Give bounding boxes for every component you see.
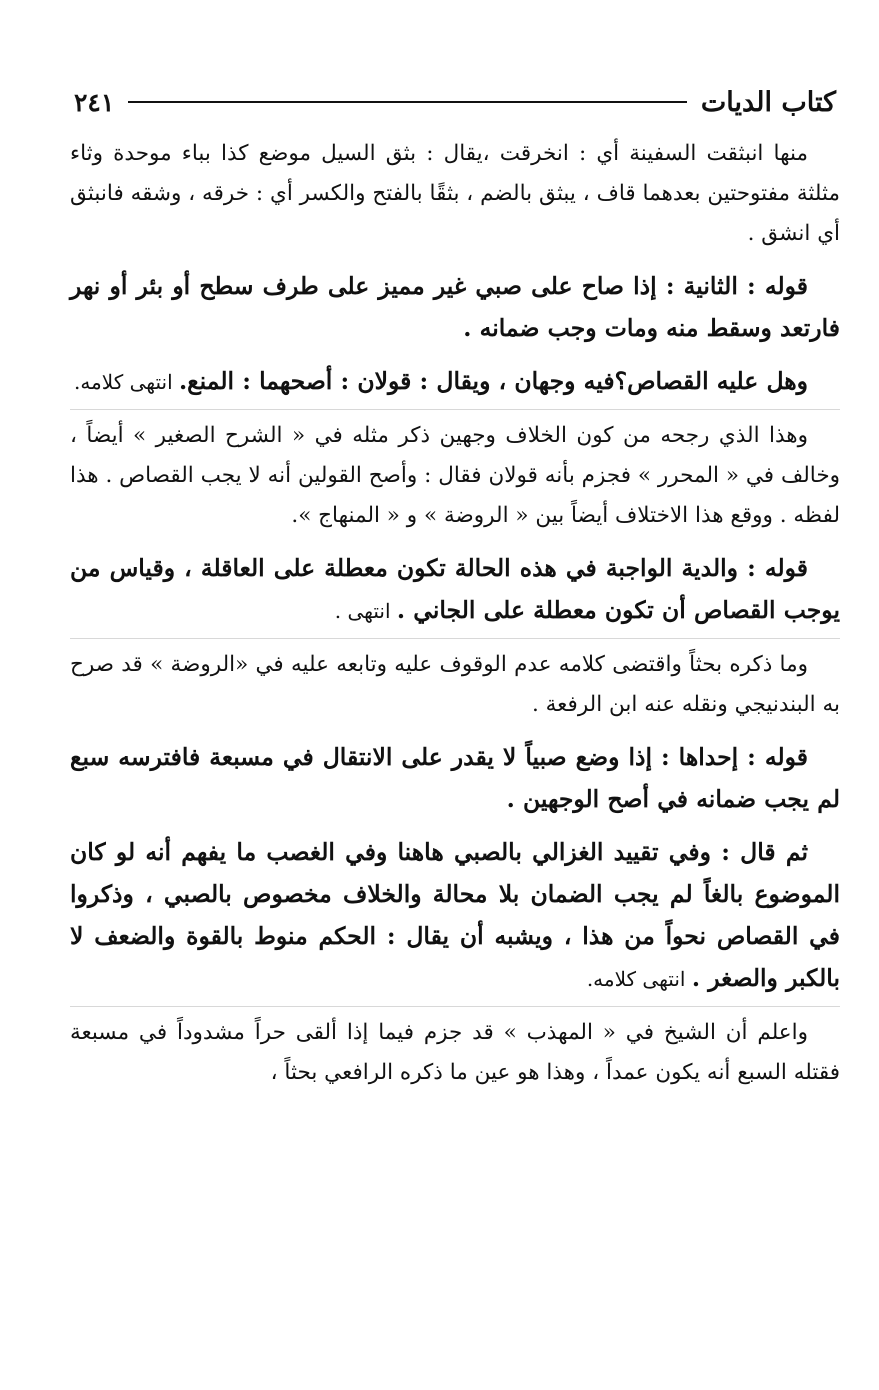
paragraph-commentary <box>70 416 840 536</box>
paragraph-commentary <box>70 645 840 725</box>
paragraph-text: وما ذكره بحثاً واقتضى كلامه عدم الوقوف عليه وتابعه عليه في «الروضة » قد صرح به البندنيجي ونقله عنه ابن الرفعة . <box>70 652 840 717</box>
paragraph-commentary <box>70 134 840 254</box>
separator <box>70 409 840 410</box>
paragraph-quoted <box>70 547 840 632</box>
paragraph-quoted <box>70 736 840 820</box>
paragraph-text: قوله : إحداها : إذا وضع صبياً لا يقدر على الانتقال في مسبعة فافترسه سبع لم يجب ضمانه في أصح الوجهين . <box>70 743 840 813</box>
paragraph-quoted <box>70 831 840 1000</box>
paragraph-text: وهل عليه القصاص؟فيه وجهان ، ويقال : قولان : أصحهما : المنع. <box>178 367 808 395</box>
paragraph-text: قوله : والدية الواجبة في هذه الحالة تكون معطلة على العاقلة ، وقياس من يوجب القصاص أن تكون معطلة على الجاني . <box>70 554 840 624</box>
paragraph-text: واعلم أن الشيخ في « المهذب » قد جزم فيما إذا ألقى حراً مشدوداً في مسبعة فقتله السبع أنه يكون عمداً ، وهذا هو عين ما ذكره الرافعي بحثاً ، <box>70 1020 840 1085</box>
paragraph-tail: انتهى كلامه. <box>586 967 692 991</box>
paragraph-text: ثم قال : وفي تقييد الغزالي بالصبي هاهنا وفي الغصب ما يفهم أنه لو كان الموضوع بالغاً لم يجب الضمان بلا محالة والخلاف مخصوص بالصبي ، وذكروا في القصاص نحواً من هذا ، ويشبه أن يقال : الحكم منوط بالقوة والضعف لا بالكبر والصغر . <box>70 838 840 992</box>
chapter-title: كتاب الديات <box>700 86 836 118</box>
paragraph-text: وهذا الذي رجحه من كون الخلاف وجهين ذكر مثله في « الشرح الصغير » أيضاً ، وخالف في « المحرر » فجزم بأنه قولان فقال : وأصح القولين أنه لا يجب القصاص . هذا لفظه . ووقع هذا الاختلاف أيضاً بين « الروضة » و « المنهاج ». <box>70 423 840 528</box>
paragraph-quoted <box>70 265 840 349</box>
paragraph-tail: انتهى كلامه. <box>73 370 179 394</box>
page-number: ٢٤١ <box>74 87 115 117</box>
paragraph-commentary <box>70 1013 840 1093</box>
page-body <box>70 134 840 1104</box>
paragraph-quoted <box>70 360 840 403</box>
paragraph-tail: انتهى . <box>334 599 397 623</box>
separator <box>70 1006 840 1007</box>
paragraph-text: قوله : الثانية : إذا صاح على صبي غير مميز على طرف سطح أو بئر أو نهر فارتعد وسقط منه ومات وجب ضمانه . <box>70 272 840 342</box>
running-header <box>74 82 836 122</box>
paragraph-text: منها انبثقت السفينة أي : انخرقت ،يقال : بثق السيل موضع كذا بباء موحدة وثاء مثلثة مفتوحتين بعدهما قاف ، يبثق بالضم ، بثقًا بالفتح والكسر أي : خرقه ، وشقه فانبثق أي انشق . <box>70 141 840 246</box>
header-rule <box>128 101 687 103</box>
separator <box>70 638 840 639</box>
